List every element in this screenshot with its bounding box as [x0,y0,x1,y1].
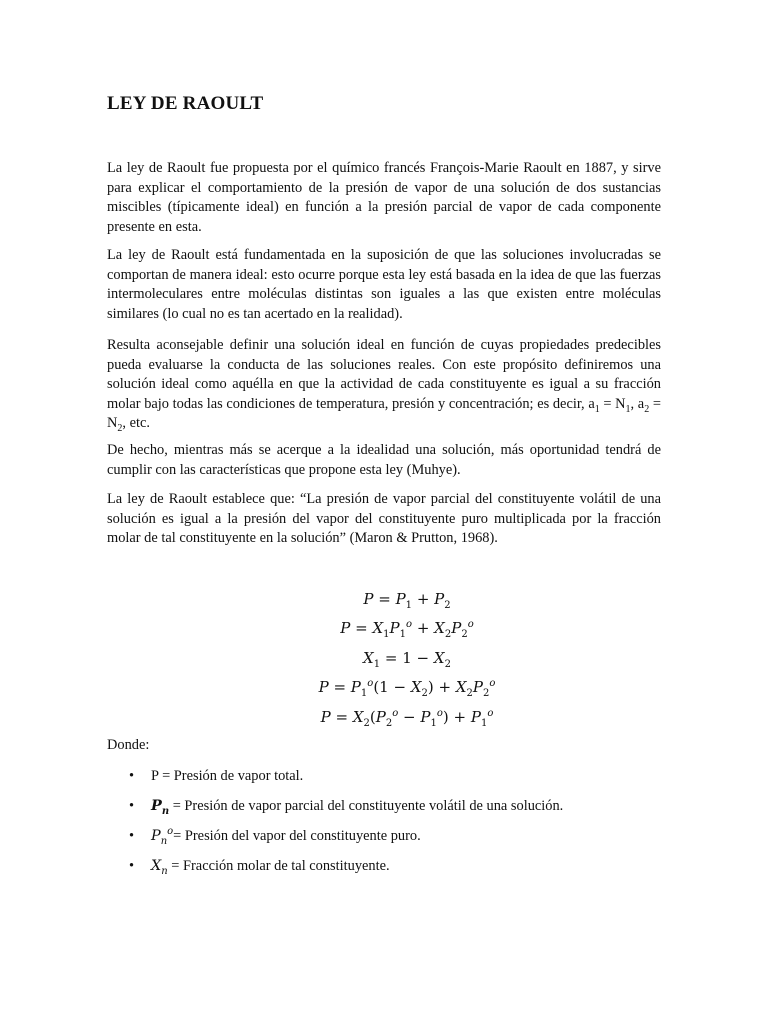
definition-text: P = Presión de vapor total. [151,768,304,784]
paragraph-5: La ley de Raoult establece que: “La presión de vapor parcial del constituyente volátil de una solución es igual a la presión del vapor del constituyente puro multiplicada por la fracción molar de tal constituyente en la solución” (Maron & Prutton, 1968). [107,491,661,546]
definition-text: = Presión del vapor del constituyente puro. [173,828,421,844]
definitions-list [107,765,667,885]
equation-3: $X_1 = 1 - X_2$ [363,649,451,670]
bullet: • [129,828,135,844]
paragraph-4: De hecho, mientras más se acerque a la idealidad una solución, más oportunidad tendrá de cumplir con las características que propone esta ley (Muhye). [107,442,661,478]
page-title: LEY DE RAOULT [107,93,264,114]
paragraph-2: La ley de Raoult está fundamentada en la suposición de que las soluciones involucradas se comportan de manera ideal: esto ocurre porque esta ley está basada en la idea de que las fuerzas intermoleculares entre moléculas distintas son iguales a las que existen entre moléculas similares (lo cual no es tan acertado en la realidad). [107,247,661,322]
definition-symbol: $X_n$ [151,858,168,877]
list-item [107,855,667,885]
bullet: • [129,798,135,814]
definition-text: = Fracción molar de tal constituyente. [167,858,390,874]
list-item [107,765,667,795]
list-item [107,795,667,825]
list-item [107,825,667,855]
equation-1: $P = P_1 + P_2$ [363,590,451,611]
equation-4: $P = P_1^o(1 - X_2) + X_2P_2^o$ [318,678,496,699]
donde-label: Donde: [107,737,150,753]
paragraph-1: La ley de Raoult fue propuesta por el químico francés François-Marie Raoult en 1887, y sirve para explicar el comportamiento de la presión de vapor de una solución de dos sustancias miscibles (típicamente ideal) en función a la presión parcial de vapor de cada componente presente en esta. [107,160,661,235]
paragraph-3: Resulta aconsejable definir una solución ideal en función de cuyas propiedades predecibles pueda evaluarse la conducta de las soluciones reales. Con este propósito definiremos una solución ideal como aquélla en que la actividad de cada constituyente es igual a su fracción molar bajo todas las condiciones de temperatura, presión y concentración; es decir, $a_1 = N_1$, $a_2 = N_2$, etc. [107,337,661,434]
equation-2: $P = X_1P_1^o + X_2P_2^o$ [340,619,474,640]
definition-symbol: $P_n^o$ [151,826,174,847]
equation-5: $P = X_2(P_2^o - P_1^o) + P_1^o$ [320,708,494,729]
bullet: • [129,858,135,874]
bullet: • [129,768,135,784]
definition-text: = Presión de vapor parcial del constituyente volátil de una solución. [169,798,564,814]
definition-symbol: $P_n$ [151,797,170,817]
